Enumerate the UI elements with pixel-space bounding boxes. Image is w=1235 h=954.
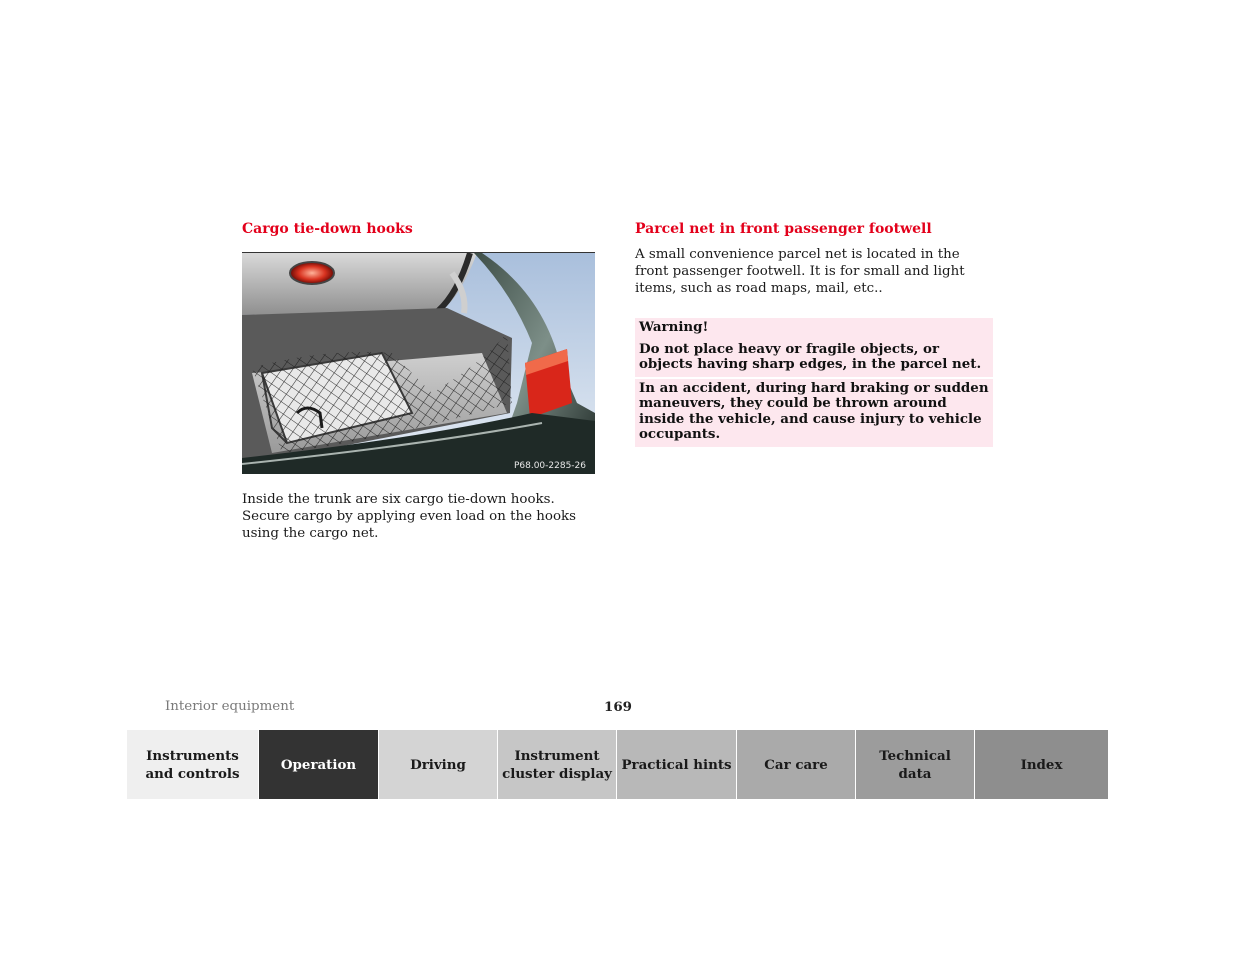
- tab-driving[interactable]: Driving: [379, 730, 498, 799]
- parcel-net-text: A small convenience parcel net is located in the front passenger footwell. It is for small and light items, such as road maps, mail, etc..: [635, 247, 965, 296]
- warning-item: Do not place heavy or fragile objects, or objects having sharp edges, in the parcel net.: [635, 340, 993, 379]
- tab-car-care[interactable]: Car care: [737, 730, 856, 799]
- cargo-hooks-text: Inside the trunk are six cargo tie-down hooks. Secure cargo by applying even load on the hooks using the cargo net.: [242, 492, 576, 541]
- warning-box: [635, 318, 993, 449]
- figure-code: P68.00-2285-26: [513, 461, 586, 471]
- trunk-illustration: [242, 252, 595, 474]
- chapter-tabs: [127, 730, 1108, 799]
- warning-item: In an accident, during hard braking or sudden maneuvers, they could be thrown around inside the vehicle, and cause injury to vehicle occupants.: [635, 379, 993, 449]
- tab-technical-data[interactable]: Technical data: [856, 730, 975, 799]
- tab-practical-hints[interactable]: Practical hints: [617, 730, 737, 799]
- section-title: Interior equipment: [165, 699, 295, 714]
- tab-index[interactable]: Index: [975, 730, 1108, 799]
- page-number: 169: [604, 699, 632, 715]
- parcel-net-heading: Parcel net in front passenger footwell: [635, 221, 932, 237]
- tab-operation[interactable]: Operation: [259, 730, 379, 799]
- tab-instrument-cluster-display[interactable]: Instrument cluster display: [498, 730, 617, 799]
- warning-title: Warning!: [635, 318, 993, 340]
- cargo-hooks-heading: Cargo tie-down hooks: [242, 221, 413, 237]
- tab-instruments-and-controls[interactable]: Instruments and controls: [127, 730, 259, 799]
